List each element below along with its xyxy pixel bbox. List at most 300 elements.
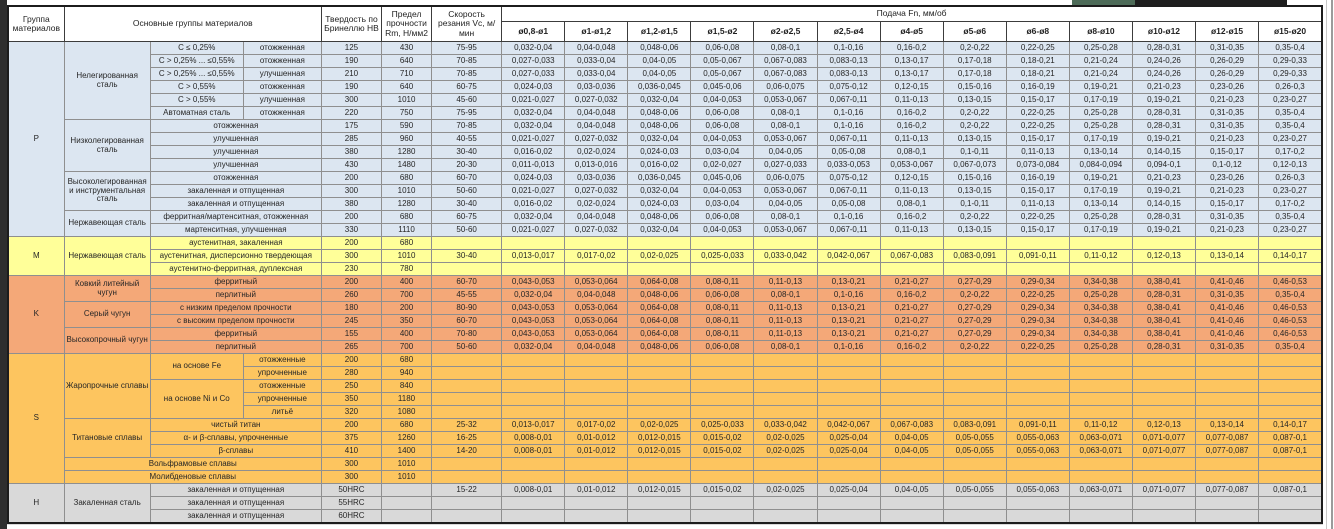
feed-value-cell[interactable]: 0,16-0,2 <box>880 289 943 302</box>
treatment-cell[interactable]: перлитный <box>150 289 321 302</box>
strength-cell[interactable]: 960 <box>382 133 432 146</box>
treatment-cell[interactable]: с низким пределом прочности <box>150 302 321 315</box>
feed-value-cell[interactable] <box>628 263 691 276</box>
feed-value-cell[interactable]: 0,02-0,024 <box>565 146 628 159</box>
hardness-cell[interactable]: 190 <box>321 55 381 68</box>
material-subgroup-cell[interactable]: C > 0,55% <box>150 81 243 94</box>
cutting-speed-cell[interactable] <box>432 237 502 250</box>
feed-value-cell[interactable]: 0,46-0,53 <box>1259 302 1322 315</box>
treatment-cell[interactable]: перлитный <box>150 341 321 354</box>
feed-value-cell[interactable]: 0,19-0,21 <box>1132 185 1195 198</box>
feed-value-cell[interactable]: 0,19-0,21 <box>1132 94 1195 107</box>
feed-value-cell[interactable]: 0,012-0,015 <box>628 484 691 497</box>
feed-value-cell[interactable]: 0,35-0,4 <box>1259 289 1322 302</box>
feed-value-cell[interactable]: 0,12-0,13 <box>1259 159 1322 172</box>
feed-value-cell[interactable]: 0,071-0,077 <box>1132 432 1195 445</box>
feed-value-cell[interactable]: 0,013-0,016 <box>565 159 628 172</box>
hardness-cell[interactable]: 380 <box>321 198 381 211</box>
feed-value-cell[interactable]: 0,23-0,27 <box>1259 133 1322 146</box>
feed-value-cell[interactable]: 0,015-0,02 <box>691 445 754 458</box>
feed-value-cell[interactable]: 0,064-0,08 <box>628 328 691 341</box>
strength-cell[interactable]: 1480 <box>382 159 432 172</box>
treatment-cell[interactable]: отожженные <box>243 354 321 367</box>
feed-value-cell[interactable]: 0,025-0,033 <box>691 419 754 432</box>
feed-value-cell[interactable]: 0,02-0,024 <box>565 198 628 211</box>
hardness-cell[interactable]: 200 <box>321 419 381 432</box>
strength-cell[interactable]: 940 <box>382 367 432 380</box>
feed-value-cell[interactable]: 0,04-0,05 <box>754 146 817 159</box>
feed-value-cell[interactable]: 0,05-0,055 <box>943 484 1006 497</box>
feed-value-cell[interactable]: 0,05-0,067 <box>691 55 754 68</box>
feed-value-cell[interactable]: 0,08-0,1 <box>754 211 817 224</box>
feed-value-cell[interactable]: 0,16-0,2 <box>880 107 943 120</box>
feed-value-cell[interactable] <box>880 393 943 406</box>
feed-value-cell[interactable]: 0,11-0,13 <box>880 94 943 107</box>
feed-value-cell[interactable]: 0,027-0,033 <box>502 55 565 68</box>
cutting-speed-cell[interactable]: 25-32 <box>432 419 502 432</box>
feed-value-cell[interactable]: 0,032-0,04 <box>628 133 691 146</box>
hardness-cell[interactable]: 300 <box>321 458 381 471</box>
feed-value-cell[interactable] <box>1132 367 1195 380</box>
feed-value-cell[interactable]: 0,02-0,025 <box>754 484 817 497</box>
cutting-speed-cell[interactable]: 15-22 <box>432 484 502 497</box>
feed-value-cell[interactable]: 0,053-0,067 <box>754 94 817 107</box>
treatment-cell[interactable]: улучшенная <box>150 159 321 172</box>
treatment-cell[interactable]: β-сплавы <box>150 445 321 458</box>
feed-value-cell[interactable]: 0,15-0,17 <box>1006 94 1069 107</box>
feed-value-cell[interactable]: 0,04-0,05 <box>754 198 817 211</box>
strength-cell[interactable]: 1010 <box>382 185 432 198</box>
feed-value-cell[interactable]: 0,38-0,41 <box>1132 328 1195 341</box>
feed-value-cell[interactable]: 0,22-0,25 <box>1006 211 1069 224</box>
treatment-cell[interactable]: аустенитно-ферритная, дуплексная <box>150 263 321 276</box>
feed-value-cell[interactable] <box>1259 263 1322 276</box>
feed-value-cell[interactable]: 0,28-0,31 <box>1132 120 1195 133</box>
feed-value-cell[interactable]: 0,05-0,08 <box>817 146 880 159</box>
feed-value-cell[interactable] <box>1132 263 1195 276</box>
feed-value-cell[interactable]: 0,28-0,31 <box>1132 107 1195 120</box>
feed-value-cell[interactable]: 0,021-0,027 <box>502 133 565 146</box>
feed-value-cell[interactable]: 0,05-0,055 <box>943 432 1006 445</box>
feed-value-cell[interactable]: 0,11-0,13 <box>880 224 943 237</box>
feed-value-cell[interactable] <box>1006 510 1069 524</box>
feed-value-cell[interactable]: 0,05-0,055 <box>943 445 1006 458</box>
feed-value-cell[interactable]: 0,027-0,032 <box>565 133 628 146</box>
feed-value-cell[interactable] <box>817 367 880 380</box>
strength-cell[interactable]: 1010 <box>382 250 432 263</box>
feed-value-cell[interactable]: 0,08-0,1 <box>880 146 943 159</box>
feed-value-cell[interactable]: 0,22-0,25 <box>1006 289 1069 302</box>
feed-value-cell[interactable]: 0,017-0,02 <box>565 250 628 263</box>
hardness-cell[interactable]: 220 <box>321 107 381 120</box>
feed-value-cell[interactable]: 0,032-0,04 <box>628 185 691 198</box>
feed-value-cell[interactable]: 0,34-0,38 <box>1069 328 1132 341</box>
feed-value-cell[interactable] <box>943 263 1006 276</box>
header-dia-col[interactable]: ø5-ø6 <box>943 22 1006 42</box>
feed-value-cell[interactable]: 0,25-0,28 <box>1069 42 1132 55</box>
feed-value-cell[interactable]: 0,31-0,35 <box>1196 289 1259 302</box>
feed-value-cell[interactable]: 0,35-0,4 <box>1259 211 1322 224</box>
treatment-cell[interactable]: улучшенная <box>150 146 321 159</box>
feed-value-cell[interactable]: 0,027-0,032 <box>565 94 628 107</box>
feed-value-cell[interactable]: 0,043-0,053 <box>502 302 565 315</box>
header-strength[interactable]: Предел прочности Rm, Н/мм2 <box>382 6 432 42</box>
feed-value-cell[interactable]: 0,011-0,013 <box>502 159 565 172</box>
hardness-cell[interactable]: 190 <box>321 81 381 94</box>
feed-value-cell[interactable] <box>1196 237 1259 250</box>
feed-value-cell[interactable] <box>502 237 565 250</box>
hardness-cell[interactable]: 200 <box>321 211 381 224</box>
feed-value-cell[interactable] <box>817 497 880 510</box>
feed-value-cell[interactable]: 0,032-0,04 <box>502 42 565 55</box>
feed-value-cell[interactable]: 0,2-0,22 <box>943 107 1006 120</box>
feed-value-cell[interactable] <box>1132 406 1195 419</box>
strength-cell[interactable]: 700 <box>382 341 432 354</box>
material-group-cell[interactable]: Нелегированная сталь <box>64 42 150 120</box>
feed-value-cell[interactable]: 0,053-0,064 <box>565 276 628 289</box>
treatment-cell[interactable]: отожженная <box>243 55 321 68</box>
feed-value-cell[interactable]: 0,025-0,04 <box>817 432 880 445</box>
feed-value-cell[interactable] <box>754 458 817 471</box>
feed-value-cell[interactable] <box>943 497 1006 510</box>
feed-value-cell[interactable]: 0,025-0,04 <box>817 484 880 497</box>
feed-value-cell[interactable]: 0,077-0,087 <box>1196 484 1259 497</box>
feed-value-cell[interactable]: 0,14-0,15 <box>1132 146 1195 159</box>
feed-value-cell[interactable] <box>1069 380 1132 393</box>
feed-value-cell[interactable]: 0,19-0,21 <box>1132 133 1195 146</box>
cutting-speed-cell[interactable] <box>432 354 502 367</box>
feed-value-cell[interactable]: 0,06-0,08 <box>691 42 754 55</box>
treatment-cell[interactable]: ферритный <box>150 328 321 341</box>
feed-value-cell[interactable]: 0,067-0,11 <box>817 94 880 107</box>
feed-value-cell[interactable]: 0,35-0,4 <box>1259 107 1322 120</box>
feed-value-cell[interactable]: 0,46-0,53 <box>1259 315 1322 328</box>
strength-cell[interactable]: 680 <box>382 172 432 185</box>
feed-value-cell[interactable] <box>754 263 817 276</box>
feed-value-cell[interactable]: 0,31-0,35 <box>1196 341 1259 354</box>
feed-value-cell[interactable]: 0,032-0,04 <box>628 224 691 237</box>
treatment-cell[interactable]: аустенитная, дисперсионно твердеющая <box>150 250 321 263</box>
header-hardness[interactable]: Твердость по Бринеллю HB <box>321 6 381 42</box>
feed-value-cell[interactable] <box>1196 510 1259 524</box>
hardness-cell[interactable]: 330 <box>321 224 381 237</box>
feed-value-cell[interactable]: 0,16-0,2 <box>880 211 943 224</box>
cutting-speed-cell[interactable] <box>432 367 502 380</box>
hardness-cell[interactable]: 245 <box>321 315 381 328</box>
feed-value-cell[interactable]: 0,027-0,033 <box>502 68 565 81</box>
feed-value-cell[interactable]: 0,032-0,04 <box>502 289 565 302</box>
group-letter-cell[interactable]: P <box>8 42 64 237</box>
strength-cell[interactable]: 680 <box>382 211 432 224</box>
hardness-cell[interactable]: 180 <box>321 302 381 315</box>
treatment-cell[interactable]: литьё <box>243 406 321 419</box>
strength-cell[interactable]: 1280 <box>382 146 432 159</box>
strength-cell[interactable]: 780 <box>382 263 432 276</box>
feed-value-cell[interactable]: 0,02-0,025 <box>628 419 691 432</box>
feed-value-cell[interactable]: 0,08-0,11 <box>691 328 754 341</box>
feed-value-cell[interactable] <box>502 263 565 276</box>
feed-value-cell[interactable] <box>943 393 1006 406</box>
feed-value-cell[interactable]: 0,08-0,1 <box>754 107 817 120</box>
treatment-cell[interactable]: чистый титан <box>150 419 321 432</box>
feed-value-cell[interactable]: 0,048-0,06 <box>628 107 691 120</box>
feed-value-cell[interactable]: 0,053-0,067 <box>754 185 817 198</box>
feed-value-cell[interactable]: 0,28-0,31 <box>1132 211 1195 224</box>
feed-value-cell[interactable]: 0,075-0,12 <box>817 172 880 185</box>
strength-cell[interactable]: 1010 <box>382 94 432 107</box>
feed-value-cell[interactable]: 0,04-0,048 <box>565 42 628 55</box>
header-dia-col[interactable]: ø1,5-ø2 <box>691 22 754 42</box>
strength-cell[interactable]: 640 <box>382 55 432 68</box>
cutting-speed-cell[interactable]: 60-70 <box>432 172 502 185</box>
feed-value-cell[interactable] <box>628 471 691 484</box>
hardness-cell[interactable]: 380 <box>321 146 381 159</box>
feed-value-cell[interactable] <box>691 510 754 524</box>
feed-value-cell[interactable] <box>754 367 817 380</box>
feed-value-cell[interactable]: 0,11-0,13 <box>880 185 943 198</box>
feed-value-cell[interactable]: 0,06-0,075 <box>754 81 817 94</box>
treatment-cell[interactable]: улучшенная <box>150 133 321 146</box>
feed-value-cell[interactable] <box>1006 458 1069 471</box>
header-dia-col[interactable]: ø2,5-ø4 <box>817 22 880 42</box>
feed-value-cell[interactable]: 0,35-0,4 <box>1259 120 1322 133</box>
strength-cell[interactable]: 640 <box>382 81 432 94</box>
feed-value-cell[interactable] <box>1196 367 1259 380</box>
feed-value-cell[interactable] <box>943 354 1006 367</box>
feed-value-cell[interactable]: 0,03-0,036 <box>565 172 628 185</box>
cutting-speed-cell[interactable] <box>432 263 502 276</box>
feed-value-cell[interactable]: 0,46-0,53 <box>1259 328 1322 341</box>
feed-value-cell[interactable]: 0,34-0,38 <box>1069 315 1132 328</box>
feed-value-cell[interactable]: 0,14-0,17 <box>1259 250 1322 263</box>
feed-value-cell[interactable]: 0,053-0,067 <box>754 133 817 146</box>
feed-value-cell[interactable] <box>1069 510 1132 524</box>
cutting-speed-cell[interactable]: 60-75 <box>432 81 502 94</box>
feed-value-cell[interactable] <box>1196 458 1259 471</box>
feed-value-cell[interactable] <box>1006 497 1069 510</box>
cutting-speed-cell[interactable]: 60-75 <box>432 211 502 224</box>
feed-value-cell[interactable]: 0,032-0,04 <box>502 120 565 133</box>
hardness-cell[interactable]: 320 <box>321 406 381 419</box>
treatment-cell[interactable]: упрочненные <box>243 367 321 380</box>
feed-value-cell[interactable]: 0,13-0,14 <box>1069 198 1132 211</box>
feed-value-cell[interactable] <box>502 471 565 484</box>
strength-cell[interactable]: 750 <box>382 107 432 120</box>
feed-value-cell[interactable] <box>880 367 943 380</box>
feed-value-cell[interactable]: 0,21-0,27 <box>880 315 943 328</box>
material-group-cell[interactable]: Ковкий литейный чугун <box>64 276 150 302</box>
feed-value-cell[interactable]: 0,18-0,21 <box>1006 68 1069 81</box>
feed-value-cell[interactable]: 0,024-0,03 <box>502 81 565 94</box>
feed-value-cell[interactable]: 0,03-0,036 <box>565 81 628 94</box>
feed-value-cell[interactable]: 0,29-0,34 <box>1006 276 1069 289</box>
feed-value-cell[interactable]: 0,073-0,084 <box>1006 159 1069 172</box>
treatment-cell[interactable]: закаленная и отпущенная <box>150 497 321 510</box>
hardness-cell[interactable]: 350 <box>321 393 381 406</box>
feed-value-cell[interactable]: 0,25-0,28 <box>1069 107 1132 120</box>
feed-value-cell[interactable] <box>943 380 1006 393</box>
cutting-speed-cell[interactable]: 20-30 <box>432 159 502 172</box>
feed-value-cell[interactable]: 0,027-0,033 <box>754 159 817 172</box>
cutting-speed-cell[interactable]: 70-80 <box>432 328 502 341</box>
strength-cell[interactable]: 680 <box>382 237 432 250</box>
feed-value-cell[interactable]: 0,26-0,29 <box>1196 68 1259 81</box>
feed-value-cell[interactable] <box>1132 393 1195 406</box>
feed-value-cell[interactable] <box>691 458 754 471</box>
feed-value-cell[interactable] <box>1259 367 1322 380</box>
feed-value-cell[interactable]: 0,067-0,073 <box>943 159 1006 172</box>
material-group-cell[interactable]: Нержавеющая сталь <box>64 211 150 237</box>
feed-value-cell[interactable] <box>565 380 628 393</box>
feed-value-cell[interactable]: 0,06-0,08 <box>691 289 754 302</box>
hardness-cell[interactable]: 200 <box>321 354 381 367</box>
material-subgroup-cell[interactable]: C > 0,25% ... ≤0,55% <box>150 55 243 68</box>
feed-value-cell[interactable]: 0,15-0,16 <box>943 172 1006 185</box>
feed-value-cell[interactable]: 0,055-0,063 <box>1006 445 1069 458</box>
feed-value-cell[interactable]: 0,17-0,2 <box>1259 146 1322 159</box>
feed-value-cell[interactable]: 0,1-0,16 <box>817 120 880 133</box>
feed-value-cell[interactable]: 0,21-0,27 <box>880 328 943 341</box>
feed-value-cell[interactable] <box>628 367 691 380</box>
feed-value-cell[interactable] <box>502 510 565 524</box>
feed-value-cell[interactable]: 0,045-0,06 <box>691 81 754 94</box>
hardness-cell[interactable]: 50HRC <box>321 484 381 497</box>
feed-value-cell[interactable]: 0,025-0,033 <box>691 250 754 263</box>
feed-value-cell[interactable] <box>817 237 880 250</box>
feed-value-cell[interactable]: 0,24-0,26 <box>1132 68 1195 81</box>
cutting-speed-cell[interactable] <box>432 406 502 419</box>
feed-value-cell[interactable]: 0,053-0,064 <box>565 302 628 315</box>
feed-value-cell[interactable]: 0,087-0,1 <box>1259 484 1322 497</box>
cutting-speed-cell[interactable]: 70-85 <box>432 68 502 81</box>
strength-cell[interactable]: 680 <box>382 354 432 367</box>
feed-value-cell[interactable]: 0,043-0,053 <box>502 328 565 341</box>
feed-value-cell[interactable] <box>565 237 628 250</box>
group-letter-cell[interactable]: M <box>8 237 64 276</box>
feed-value-cell[interactable] <box>943 367 1006 380</box>
material-subgroup-cell[interactable]: C > 0,55% <box>150 94 243 107</box>
feed-value-cell[interactable] <box>817 354 880 367</box>
feed-value-cell[interactable] <box>691 471 754 484</box>
feed-value-cell[interactable]: 0,048-0,06 <box>628 341 691 354</box>
feed-value-cell[interactable] <box>565 354 628 367</box>
strength-cell[interactable]: 1180 <box>382 393 432 406</box>
feed-value-cell[interactable]: 0,08-0,1 <box>754 341 817 354</box>
treatment-cell[interactable]: отожженная <box>243 107 321 120</box>
hardness-cell[interactable]: 125 <box>321 42 381 55</box>
hardness-cell[interactable]: 260 <box>321 289 381 302</box>
feed-value-cell[interactable] <box>628 380 691 393</box>
feed-value-cell[interactable]: 0,033-0,042 <box>754 419 817 432</box>
feed-value-cell[interactable]: 0,027-0,032 <box>565 185 628 198</box>
feed-value-cell[interactable]: 0,19-0,21 <box>1132 224 1195 237</box>
feed-value-cell[interactable] <box>691 406 754 419</box>
feed-value-cell[interactable]: 0,17-0,2 <box>1259 198 1322 211</box>
cutting-speed-cell[interactable] <box>432 380 502 393</box>
feed-value-cell[interactable] <box>1132 471 1195 484</box>
feed-value-cell[interactable]: 0,06-0,08 <box>691 341 754 354</box>
cutting-speed-cell[interactable]: 45-60 <box>432 94 502 107</box>
feed-value-cell[interactable]: 0,25-0,28 <box>1069 211 1132 224</box>
feed-value-cell[interactable]: 0,033-0,053 <box>817 159 880 172</box>
feed-value-cell[interactable]: 0,094-0,1 <box>1132 159 1195 172</box>
feed-value-cell[interactable]: 0,02-0,027 <box>691 159 754 172</box>
feed-value-cell[interactable]: 0,22-0,25 <box>1006 120 1069 133</box>
feed-value-cell[interactable]: 0,063-0,071 <box>1069 484 1132 497</box>
feed-value-cell[interactable] <box>691 367 754 380</box>
cutting-speed-cell[interactable] <box>432 471 502 484</box>
feed-value-cell[interactable]: 0,067-0,11 <box>817 133 880 146</box>
feed-value-cell[interactable]: 0,41-0,46 <box>1196 328 1259 341</box>
feed-value-cell[interactable]: 0,083-0,091 <box>943 250 1006 263</box>
material-group-cell[interactable]: Серый чугун <box>64 302 150 328</box>
material-subgroup-cell[interactable]: на основе Ni и Co <box>150 380 243 419</box>
feed-value-cell[interactable]: 0,15-0,17 <box>1006 133 1069 146</box>
feed-value-cell[interactable]: 0,17-0,19 <box>1069 94 1132 107</box>
cutting-speed-cell[interactable]: 50-60 <box>432 341 502 354</box>
cutting-speed-cell[interactable]: 50-60 <box>432 224 502 237</box>
feed-value-cell[interactable] <box>1196 393 1259 406</box>
feed-value-cell[interactable]: 0,19-0,21 <box>1069 172 1132 185</box>
feed-value-cell[interactable]: 0,024-0,03 <box>628 146 691 159</box>
feed-value-cell[interactable]: 0,067-0,083 <box>880 419 943 432</box>
feed-value-cell[interactable]: 0,075-0,12 <box>817 81 880 94</box>
feed-value-cell[interactable] <box>817 393 880 406</box>
feed-value-cell[interactable]: 0,08-0,1 <box>754 42 817 55</box>
feed-value-cell[interactable]: 0,13-0,14 <box>1196 419 1259 432</box>
hardness-cell[interactable]: 410 <box>321 445 381 458</box>
feed-value-cell[interactable] <box>943 510 1006 524</box>
feed-value-cell[interactable] <box>1259 237 1322 250</box>
feed-value-cell[interactable]: 0,13-0,15 <box>943 185 1006 198</box>
feed-value-cell[interactable] <box>628 393 691 406</box>
hardness-cell[interactable]: 200 <box>321 237 381 250</box>
feed-value-cell[interactable]: 0,083-0,13 <box>817 55 880 68</box>
feed-value-cell[interactable]: 0,012-0,015 <box>628 445 691 458</box>
cutting-speed-cell[interactable]: 70-85 <box>432 120 502 133</box>
feed-value-cell[interactable]: 0,043-0,053 <box>502 315 565 328</box>
feed-value-cell[interactable] <box>1006 263 1069 276</box>
feed-value-cell[interactable] <box>628 497 691 510</box>
material-subgroup-cell[interactable]: C ≤ 0,25% <box>150 42 243 55</box>
treatment-cell[interactable]: α- и β-сплавы, упрочненные <box>150 432 321 445</box>
material-subgroup-cell[interactable]: Автоматная сталь <box>150 107 243 120</box>
feed-value-cell[interactable]: 0,11-0,13 <box>1006 198 1069 211</box>
header-dia-col[interactable]: ø2-ø2,5 <box>754 22 817 42</box>
feed-value-cell[interactable]: 0,15-0,17 <box>1006 185 1069 198</box>
feed-value-cell[interactable]: 0,016-0,02 <box>502 146 565 159</box>
feed-value-cell[interactable] <box>628 510 691 524</box>
hardness-cell[interactable]: 250 <box>321 380 381 393</box>
hardness-cell[interactable]: 210 <box>321 68 381 81</box>
feed-value-cell[interactable]: 0,21-0,24 <box>1069 55 1132 68</box>
feed-value-cell[interactable] <box>754 380 817 393</box>
feed-value-cell[interactable] <box>817 471 880 484</box>
feed-value-cell[interactable]: 0,14-0,15 <box>1132 198 1195 211</box>
feed-value-cell[interactable]: 0,042-0,067 <box>817 250 880 263</box>
feed-value-cell[interactable]: 0,26-0,3 <box>1259 81 1322 94</box>
feed-value-cell[interactable]: 0,04-0,053 <box>691 224 754 237</box>
treatment-cell[interactable]: отожженные <box>243 380 321 393</box>
feed-value-cell[interactable]: 0,08-0,1 <box>754 120 817 133</box>
feed-value-cell[interactable]: 0,067-0,11 <box>817 224 880 237</box>
feed-value-cell[interactable] <box>880 406 943 419</box>
feed-value-cell[interactable]: 0,23-0,26 <box>1196 81 1259 94</box>
feed-value-cell[interactable]: 0,13-0,15 <box>943 94 1006 107</box>
feed-value-cell[interactable]: 0,02-0,025 <box>754 432 817 445</box>
feed-value-cell[interactable]: 0,38-0,41 <box>1132 315 1195 328</box>
cutting-speed-cell[interactable] <box>432 393 502 406</box>
